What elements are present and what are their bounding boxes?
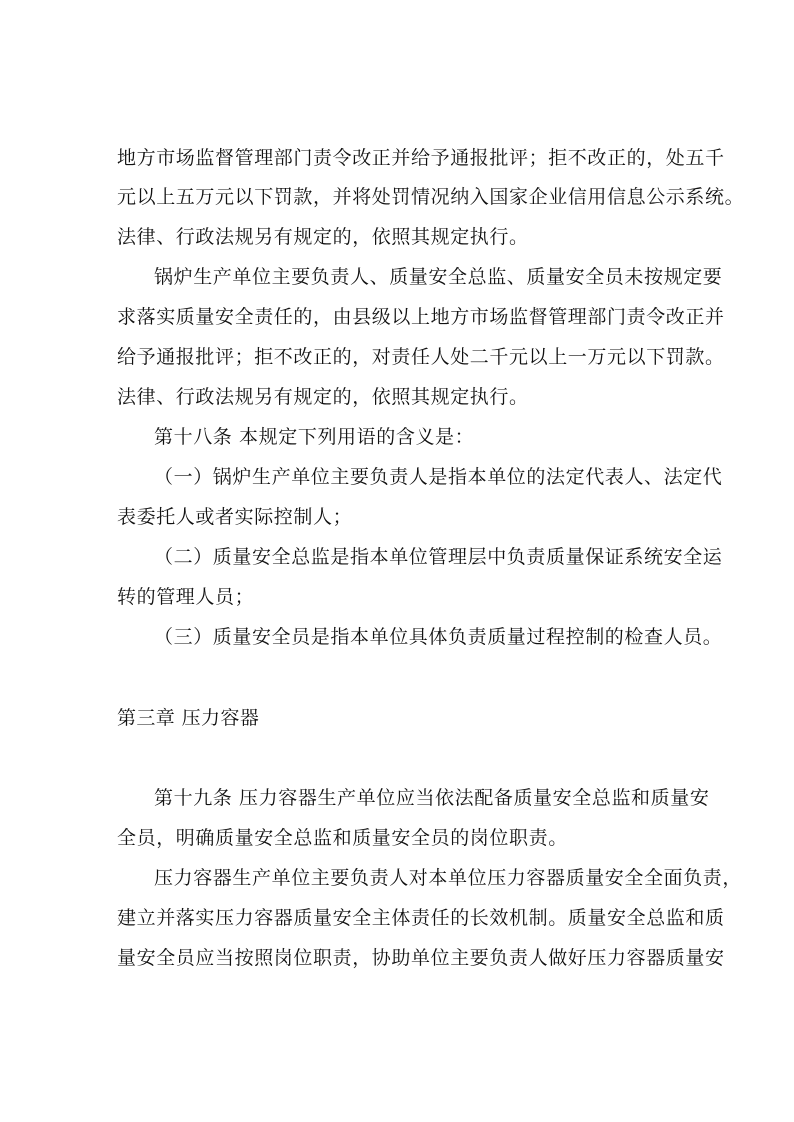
chapter-heading: 第三章 压力容器 [117, 707, 260, 729]
paragraph-line: 求落实质量安全责任的，由县级以上地方市场监督管理部门责令改正并 [117, 306, 725, 328]
paragraph-line: 全员，明确质量安全总监和质量安全员的岗位职责。 [117, 827, 568, 849]
paragraph-line: 建立并落实压力容器质量安全主体责任的长效机制。质量安全总监和质 [117, 907, 725, 929]
paragraph-line: 压力容器生产单位主要负责人对本单位压力容器质量安全全面负责， [154, 867, 743, 889]
paragraph-line: 法律、行政法规另有规定的，依照其规定执行。 [117, 226, 529, 248]
paragraph-line: 锅炉生产单位主要负责人、质量安全总监、质量安全员未按规定要 [154, 266, 723, 288]
definition-item-line: （二）质量安全总监是指本单位管理层中负责质量保证系统安全运 [154, 546, 723, 568]
paragraph-line: 量安全员应当按照岗位职责，协助单位主要负责人做好压力容器质量安 [117, 947, 725, 969]
definition-item-line: 表委托人或者实际控制人； [117, 506, 353, 528]
article-heading-line: 第十八条 本规定下列用语的含义是： [154, 426, 475, 448]
paragraph-line: 地方市场监督管理部门责令改正并给予通报批评；拒不改正的，处五千 [117, 147, 725, 169]
definition-item-line: 转的管理人员； [117, 586, 255, 608]
paragraph-line: 法律、行政法规另有规定的，依照其规定执行。 [117, 386, 529, 408]
definition-item-line: （一）锅炉生产单位主要负责人是指本单位的法定代表人、法定代 [154, 466, 723, 488]
paragraph-line: 元以上五万元以下罚款，并将处罚情况纳入国家企业信用信息公示系统。 [117, 186, 745, 208]
paragraph-line: 第十九条 压力容器生产单位应当依法配备质量安全总监和质量安 [154, 787, 710, 809]
paragraph-line: 给予通报批评；拒不改正的，对责任人处二千元以上一万元以下罚款。 [117, 346, 725, 368]
definition-item-line: （三）质量安全员是指本单位具体负责质量过程控制的检查人员。 [154, 626, 723, 648]
